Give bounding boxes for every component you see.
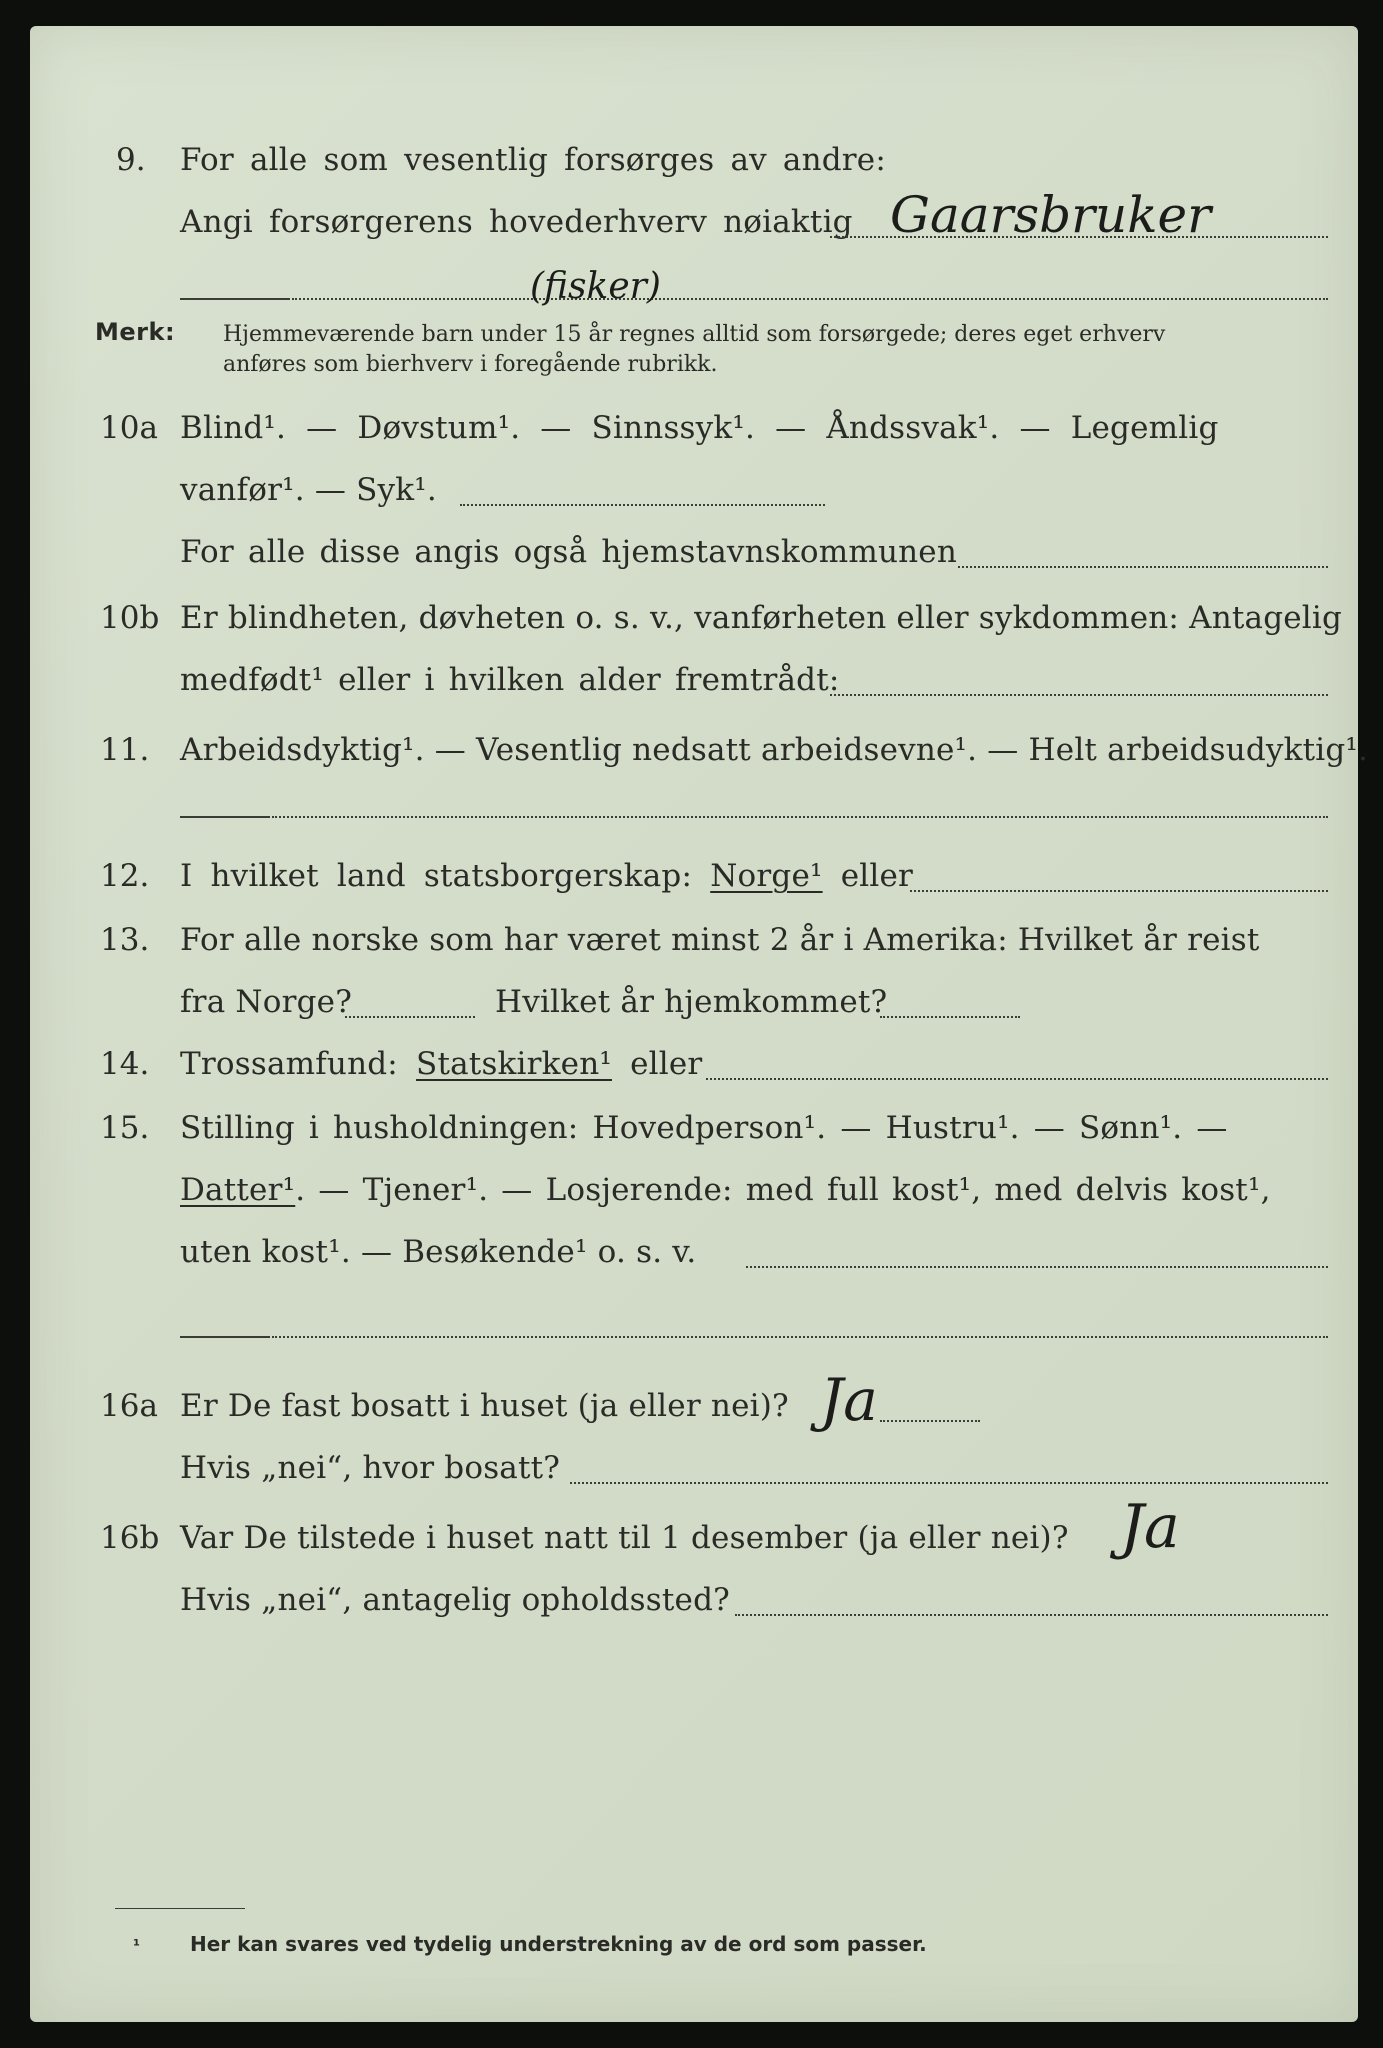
q9-number: 9. xyxy=(116,142,146,178)
q10b-line2: medfødt¹ eller i hvilken alder fremtrådt: xyxy=(180,662,840,698)
q16a-line1: Er De fast bosatt i huset (ja eller nei)? xyxy=(180,1388,789,1424)
q12-number: 12. xyxy=(100,858,150,894)
q16b-number: 16b xyxy=(100,1520,160,1556)
q12-prefix: I hvilket land statsborgerskap: xyxy=(180,858,693,894)
q11-number: 11. xyxy=(100,732,150,768)
q13-line2b: Hvilket år hjemkommet? xyxy=(495,984,888,1020)
q14-statskirken-underlined: Statskirken¹ xyxy=(416,1046,612,1082)
q16b-opholdssted-line xyxy=(735,1614,1328,1616)
q14-number: 14. xyxy=(100,1046,150,1082)
q14-suffix: eller xyxy=(630,1046,703,1082)
merk-line1: Hjemmeværende barn under 15 år regnes alltid som forsørgede; deres eget erhverv xyxy=(223,322,1166,347)
q13-hjem-line xyxy=(880,1016,1020,1018)
q15-line2-rest: . — Tjener¹. — Losjerende: med full kost¹, med delvis kost¹, xyxy=(295,1172,1271,1208)
q14-line xyxy=(180,1046,702,1082)
q11-line1: Arbeidsdyktig¹. — Vesentlig nedsatt arbeidsevne¹. — Helt arbeidsudyktig¹. xyxy=(180,732,1369,768)
q10b-line1: Er blindheten, døvheten o. s. v., vanførheten eller sykdommen: Antagelig xyxy=(180,600,1343,636)
q10b-number: 10b xyxy=(100,600,160,636)
q11-answer-line xyxy=(272,816,1328,818)
q16a-answer-line xyxy=(880,1420,980,1422)
q12-answer-line xyxy=(910,890,1328,892)
q12-norge-underlined: Norge¹ xyxy=(710,858,823,894)
q9-answer-line-2 xyxy=(292,298,1328,300)
q15-answer-line xyxy=(746,1266,1328,1268)
q13-line1: For alle norske som har været minst 2 år i Amerika: Hvilket år reist xyxy=(180,922,1260,958)
q15-answer-line-2 xyxy=(272,1336,1328,1338)
q10a-syk-line xyxy=(460,504,825,506)
footnote-mark: ¹ xyxy=(133,1936,141,1955)
q10a-line1: Blind¹. — Døvstum¹. — Sinnssyk¹. — Åndssvak¹. — Legemlig xyxy=(180,410,1219,446)
q15-line3: uten kost¹. — Besøkende¹ o. s. v. xyxy=(180,1234,697,1270)
q11-rule-short xyxy=(180,816,270,818)
q15-line2 xyxy=(180,1172,1271,1208)
q9-line2: Angi forsørgerens hovederhverv nøiaktig xyxy=(180,204,853,240)
q16b-handwritten-answer: Ja xyxy=(1120,1492,1180,1562)
q10b-answer-line xyxy=(830,694,1328,696)
q10a-line2: vanfør¹. — Syk¹. xyxy=(180,472,437,508)
q9-line1: For alle som vesentlig forsørges av andre: xyxy=(180,142,886,178)
q16a-handwritten-answer: Ja xyxy=(820,1366,878,1434)
q14-answer-line xyxy=(706,1078,1328,1080)
q13-line2a: fra Norge? xyxy=(180,984,353,1020)
q10a-number: 10a xyxy=(100,410,158,446)
q15-rule-short xyxy=(180,1336,270,1338)
q9-handwritten-answer-2: (fisker) xyxy=(530,266,661,307)
q15-datter-underlined: Datter¹ xyxy=(180,1172,296,1208)
q15-line1: Stilling i husholdningen: Hovedperson¹. — Hustru¹. — Sønn¹. — xyxy=(180,1110,1228,1146)
census-form-page xyxy=(30,26,1369,2022)
q10a-line3: For alle disse angis også hjemstavnskommunen xyxy=(180,534,957,570)
q16b-line2: Hvis „nei“, antagelig opholdssted? xyxy=(180,1582,730,1618)
q12-line xyxy=(180,858,913,894)
q14-prefix: Trossamfund: xyxy=(180,1046,398,1082)
footnote-text: Her kan svares ved tydelig understrekning av de ord som passer. xyxy=(190,1932,927,1956)
q9-handwritten-answer: Gaarsbruker xyxy=(890,186,1212,244)
q13-reist-line xyxy=(345,1016,475,1018)
q16a-number: 16a xyxy=(100,1388,158,1424)
q16b-line1: Var De tilstede i huset natt til 1 desember (ja eller nei)? xyxy=(180,1520,1069,1556)
q10a-kommune-line xyxy=(958,566,1328,568)
q16a-line2: Hvis „nei“, hvor bosatt? xyxy=(180,1450,561,1486)
footnote-rule xyxy=(115,1908,245,1909)
merk-label: Merk: xyxy=(95,318,176,346)
merk-line2: anføres som bierhverv i foregående rubrikk. xyxy=(223,352,718,377)
q9-rule-short xyxy=(180,298,290,300)
q12-suffix: eller xyxy=(840,858,914,894)
q15-number: 15. xyxy=(100,1110,150,1146)
q16a-bosatt-line xyxy=(570,1482,1328,1484)
q13-number: 13. xyxy=(100,922,150,958)
